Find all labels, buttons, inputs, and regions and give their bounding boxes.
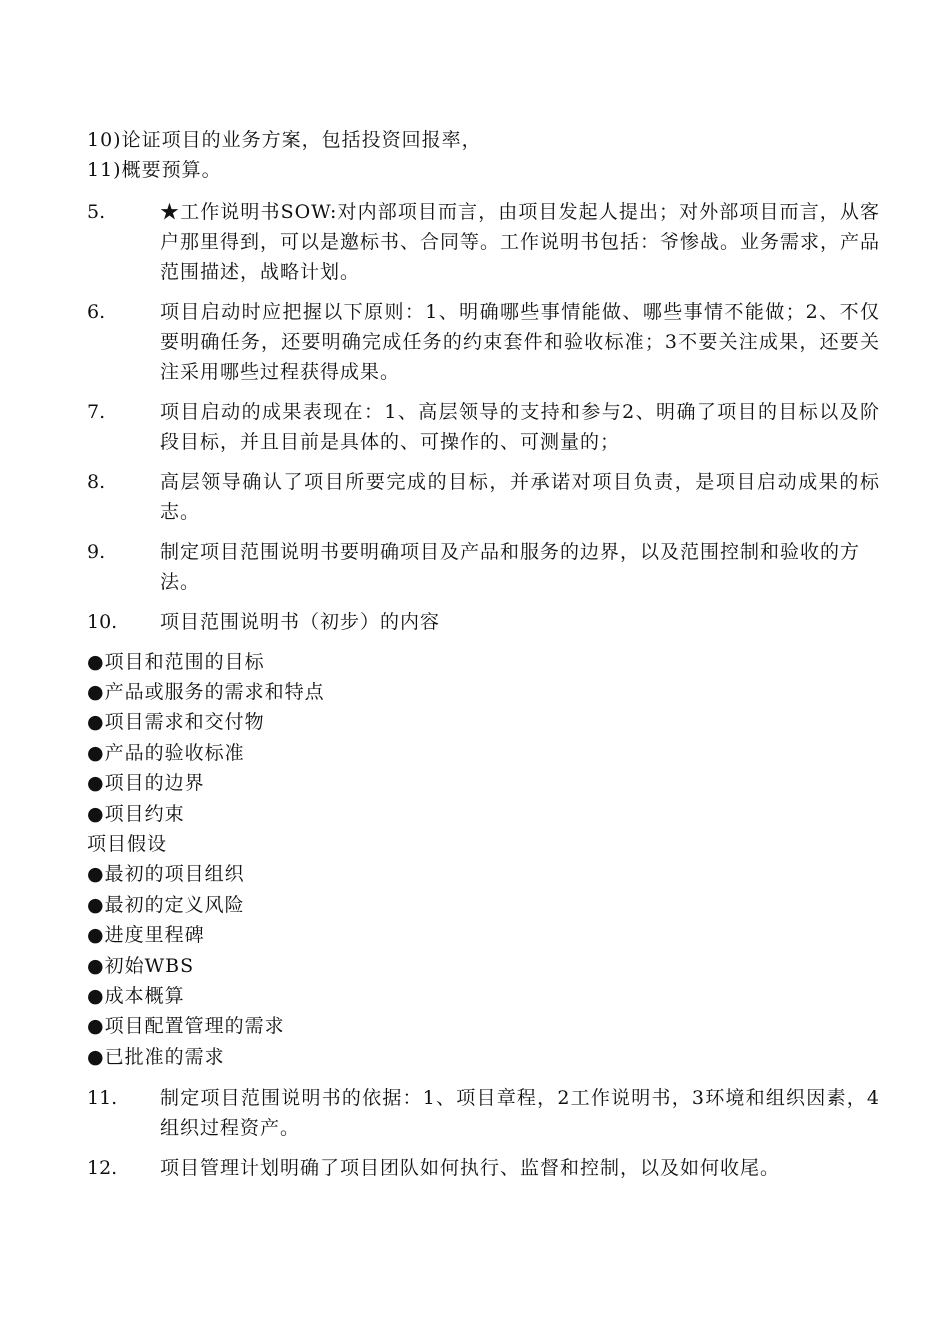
item-number: 7.	[87, 401, 106, 423]
bullet-item: ●已批准的需求	[87, 1046, 225, 1068]
item-text: 制定项目范围说明书要明确项目及产品和服务的边界，以及范围控制和验收的方法。	[160, 541, 861, 593]
intro-line-10: 10)论证项目的业务方案，包括投资回报率，	[87, 129, 482, 151]
bullet-item: ●项目配置管理的需求	[87, 1015, 285, 1037]
bullet-item: ●初始WBS	[87, 955, 195, 977]
item-text: 高层领导确认了项目所要完成的目标，并承诺对项目负责，是项目启动成果的标志。	[160, 471, 880, 523]
intro-line-11: 11)概要预算。	[87, 159, 222, 181]
item-number: 8.	[87, 471, 106, 493]
item-number: 10.	[87, 611, 118, 633]
item-text: 项目启动的成果表现在：1、高层领导的支持和参与2、明确了项目的目标以及阶段目标，并且目前是具体的、可操作的、可测量的；	[160, 401, 880, 453]
item-text: 项目范围说明书（初步）的内容	[160, 611, 441, 633]
item-number: 6.	[87, 301, 106, 323]
item-number: 11.	[87, 1087, 118, 1109]
bullet-item: ●产品或服务的需求和特点	[87, 681, 325, 703]
item-number: 5.	[87, 201, 106, 223]
assumption-heading: 项目假设	[87, 833, 168, 855]
bullet-item: ●成本概算	[87, 985, 185, 1007]
bullet-item: ●项目和范围的目标	[87, 651, 265, 673]
item-text: ★工作说明书SOW:对内部项目而言，由项目发起人提出；对外部项目而言，从客户那里得到，可以是邀标书、合同等。工作说明书包括：爷惨战。业务需求，产品范围描述，战略计划。	[160, 201, 881, 283]
item-text: 项目启动时应把握以下原则：1、明确哪些事情能做、哪些事情不能做；2、不仅要明确任务，还要明确完成任务的约束套件和验收标准；3不要关注成果，还要关注采用哪些过程获得成果。	[160, 301, 880, 383]
item-text: 制定项目范围说明书的依据：1、项目章程，2工作说明书，3环境和组织因素，4组织过程资产。	[160, 1087, 880, 1139]
item-number: 12.	[87, 1157, 118, 1179]
item-text: 项目管理计划明确了项目团队如何执行、监督和控制，以及如何收尾。	[160, 1157, 781, 1179]
bullet-item: ●项目的边界	[87, 772, 205, 794]
bullet-item: ●产品的验收标准	[87, 742, 245, 764]
bullet-item: ●最初的定义风险	[87, 894, 245, 916]
bullet-item: ●进度里程碑	[87, 924, 205, 946]
bullet-item: ●最初的项目组织	[87, 863, 245, 885]
bullet-item: ●项目约束	[87, 803, 185, 825]
bullet-item: ●项目需求和交付物	[87, 711, 265, 733]
item-number: 9.	[87, 541, 106, 563]
